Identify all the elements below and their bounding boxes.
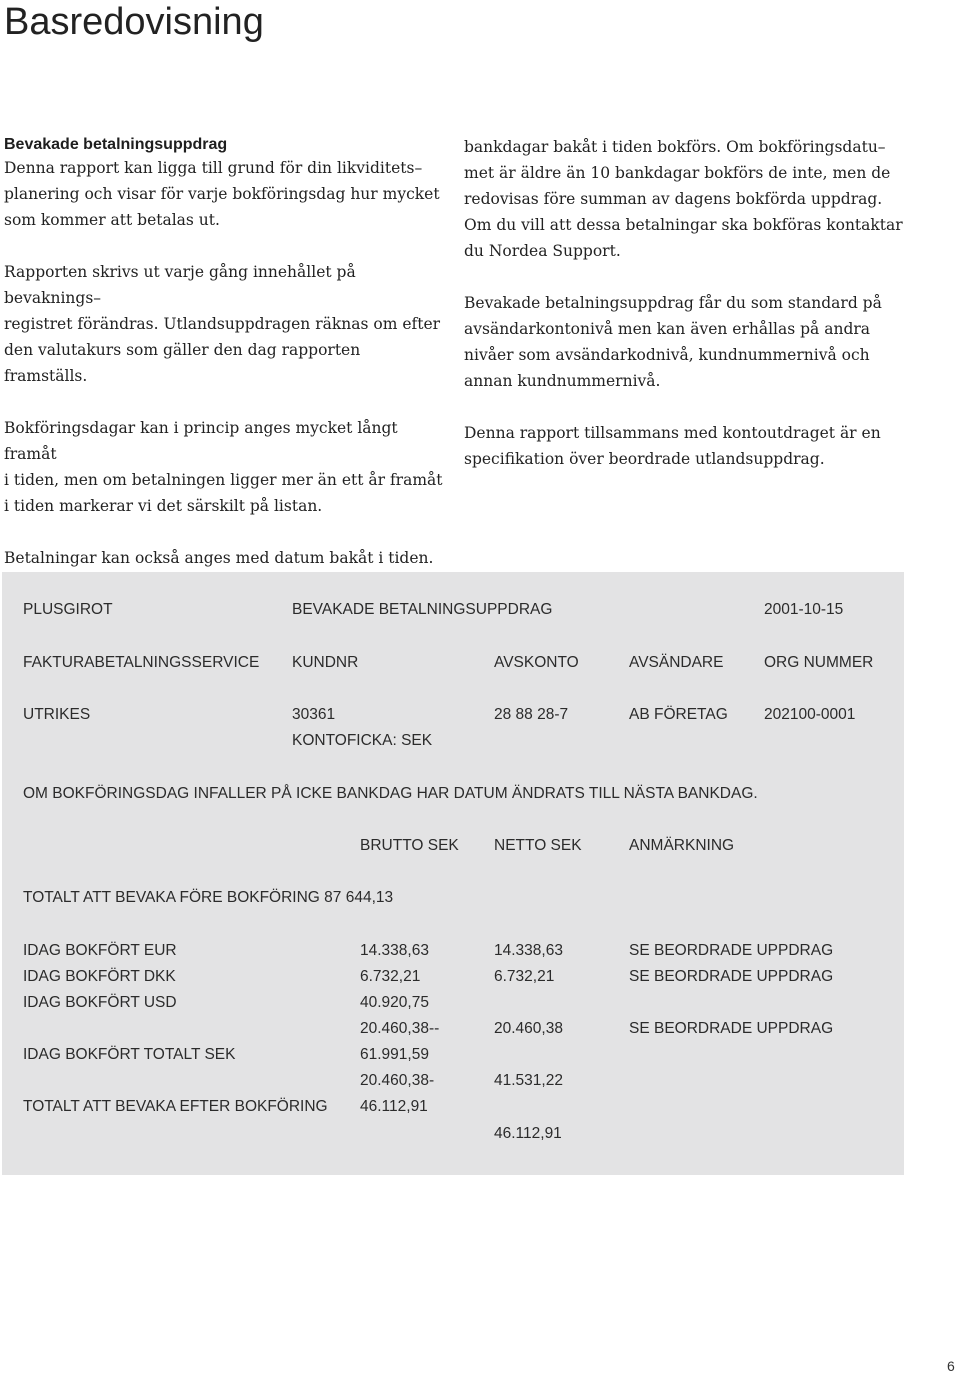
- row-anmarkning: SE BEORDRADE UPPDRAG: [629, 968, 834, 985]
- customer-service: UTRIKES: [23, 706, 91, 723]
- row-brutto: 20.460,38-: [360, 1072, 435, 1089]
- row-brutto: 61.991,59: [360, 1046, 429, 1063]
- col-org-nummer: ORG NUMMER: [764, 654, 874, 671]
- row-label: IDAG BOKFÖRT EUR: [23, 942, 177, 959]
- row-label: IDAG BOKFÖRT DKK: [23, 968, 176, 985]
- row-label: IDAG BOKFÖRT TOTALT SEK: [23, 1046, 236, 1063]
- report-bank: PLUSGIROT: [23, 601, 113, 618]
- page-title: Basredovisning: [4, 1, 264, 43]
- row-brutto: 6.732,21: [360, 968, 421, 985]
- row-netto: 14.338,63: [494, 942, 563, 959]
- col-avskonto: AVSKONTO: [494, 654, 579, 671]
- row-brutto: 46.112,91: [360, 1098, 428, 1115]
- row-brutto: 14.338,63: [360, 942, 429, 959]
- page-number: 6: [947, 1358, 955, 1374]
- customer-kundnr: 30361: [292, 706, 336, 723]
- right-text-column: [464, 134, 924, 498]
- customer-kontoficka: KONTOFICKA: SEK: [292, 732, 433, 749]
- amount-header-brutto: BRUTTO SEK: [360, 837, 459, 854]
- row-netto: 46.112,91: [494, 1125, 562, 1142]
- row-brutto: 40.920,75: [360, 994, 429, 1011]
- row-label: TOTALT ATT BEVAKA EFTER BOKFÖRING: [23, 1098, 328, 1115]
- col-avsandare: AVSÄNDARE: [629, 654, 724, 671]
- right-paragraph-2: Bevakade betalningsuppdrag får du som standard på avsändarkontonivå men kan även erhållas på andra nivåer som avsändarkodnivå, kundnummernivå och annan kundnummernivå.: [464, 294, 882, 390]
- row-anmarkning: SE BEORDRADE UPPDRAG: [629, 942, 834, 959]
- row-netto: 20.460,38: [494, 1020, 563, 1037]
- report-name: BEVAKADE BETALNINGSUPPDRAG: [292, 601, 553, 618]
- left-paragraph-3: Bokföringsdagar kan i princip anges mycket långt framåt i tiden, men om betalningen ligger mer än ett år framåt i tiden markerar vi det särskilt på listan.: [4, 419, 443, 515]
- customer-avsandare: AB FÖRETAG: [629, 706, 728, 723]
- total-before-booking: TOTALT ATT BEVAKA FÖRE BOKFÖRING 87 644,13: [23, 889, 394, 906]
- col-service: FAKTURABETALNINGSSERVICE: [23, 654, 260, 671]
- report-notice: OM BOKFÖRINGSDAG INFALLER PÅ ICKE BANKDAG HAR DATUM ÄNDRATS TILL NÄSTA BANKDAG.: [23, 785, 758, 802]
- customer-org-nummer: 202100-0001: [764, 706, 856, 723]
- report-date: 2001-10-15: [764, 601, 844, 618]
- amount-header-anmarkning: ANMÄRKNING: [629, 837, 735, 854]
- left-paragraph-2: Rapporten skrivs ut varje gång innehållet på bevaknings– registret förändras. Utlandsuppdragen räknas om efter den valutakurs som gäller den dag rapporten framställs.: [4, 263, 441, 385]
- row-label: IDAG BOKFÖRT USD: [23, 994, 177, 1011]
- report-sample: [2, 572, 904, 1175]
- right-paragraph-1: bankdagar bakåt i tiden bokförs. Om bokföringsdatu– met är äldre än 10 bankdagar bokförs de inte, men de redovisas före summan av dagens bokförda uppdrag. Om du vill att dessa betalningar ska bokföras kontaktar du Nordea Support.: [464, 138, 903, 260]
- right-paragraph-3: Denna rapport tillsammans med kontoutdraget är en specifikation över beordrade utlandsuppdrag.: [464, 424, 881, 468]
- col-kundnr: KUNDNR: [292, 654, 359, 671]
- row-brutto: 20.460,38--: [360, 1020, 440, 1037]
- customer-avskonto: 28 88 28-7: [494, 706, 569, 723]
- left-paragraph-4: Betalningar kan också anges med datum bakåt i tiden.: [4, 549, 434, 567]
- left-text-column: [4, 134, 446, 623]
- amount-header-netto: NETTO SEK: [494, 837, 582, 854]
- row-netto: 6.732,21: [494, 968, 555, 985]
- row-anmarkning: SE BEORDRADE UPPDRAG: [629, 1020, 834, 1037]
- row-netto: 41.531,22: [494, 1072, 563, 1089]
- section-heading: Bevakade betalningsuppdrag: [4, 136, 228, 153]
- left-paragraph-1: Denna rapport kan ligga till grund för din likviditets– planering och visar för varje bokföringsdag hur mycket som kommer att betalas ut.: [4, 159, 440, 229]
